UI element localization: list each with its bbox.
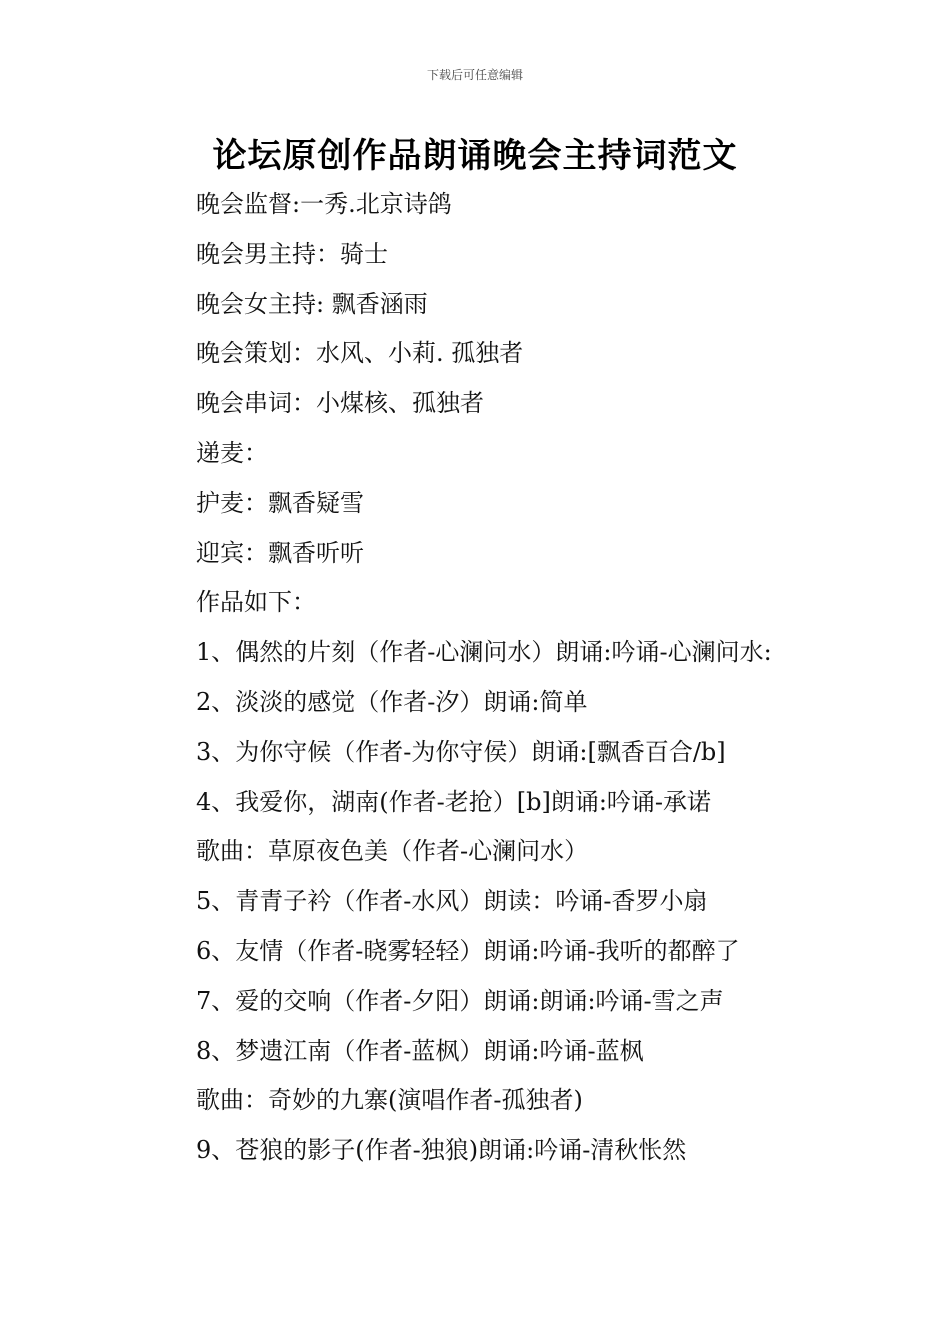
work-item-8: 8、梦遗江南（作者-蓝枫）朗诵:吟诵-蓝枫	[196, 1036, 644, 1065]
work-item-6: 6、友情（作者-晓雾轻轻）朗诵:吟诵-我听的都醉了	[196, 936, 740, 965]
work-item-9: 9、苍狼的影子(作者-独狼)朗诵:吟诵-清秋怅然	[196, 1136, 687, 1165]
male-host-line: 晚会男主持：骑士	[196, 239, 388, 268]
planner-line: 晚会策划：水风、小莉. 孤独者	[196, 339, 524, 368]
document-title: 论坛原创作品朗诵晚会主持词范文	[212, 136, 738, 176]
song-item-2: 歌曲：奇妙的九寨(演唱作者-孤独者)	[196, 1086, 583, 1115]
work-item-4: 4、我爱你，湖南(作者-老抢）[b]朗诵:吟诵-承诺	[196, 787, 712, 816]
work-item-5: 5、青青子衿（作者-水风）朗读：吟诵-香罗小扇	[196, 887, 708, 916]
mic-pass-line: 递麦：	[196, 438, 268, 467]
body-text	[144, 180, 814, 1176]
script-writer-line: 晚会串词：小煤核、孤独者	[196, 389, 484, 418]
work-item-7: 7、爱的交响（作者-夕阳）朗诵:朗诵:吟诵-雪之声	[196, 986, 724, 1015]
female-host-line: 晚会女主持: 飘香涵雨	[196, 289, 428, 318]
header-note: 下载后可任意编辑	[426, 68, 523, 82]
supervisor-line: 晚会监督:一秀.北京诗鸽	[196, 190, 452, 218]
work-item-1: 1、偶然的片刻（作者-心澜问水）朗诵:吟诵-心澜问水:	[196, 638, 772, 667]
works-heading-line: 作品如下：	[196, 588, 316, 617]
work-item-3: 3、为你守候（作者-为你守侯）朗诵:[飘香百合/b]	[196, 737, 726, 766]
mic-guard-line: 护麦：飘香疑雪	[196, 488, 364, 517]
greeter-line: 迎宾：飘香听听	[196, 538, 364, 567]
work-item-2: 2、淡淡的感觉（作者-汐）朗诵:简单	[196, 687, 588, 716]
song-item-1: 歌曲：草原夜色美（作者-心澜问水）	[196, 837, 589, 866]
